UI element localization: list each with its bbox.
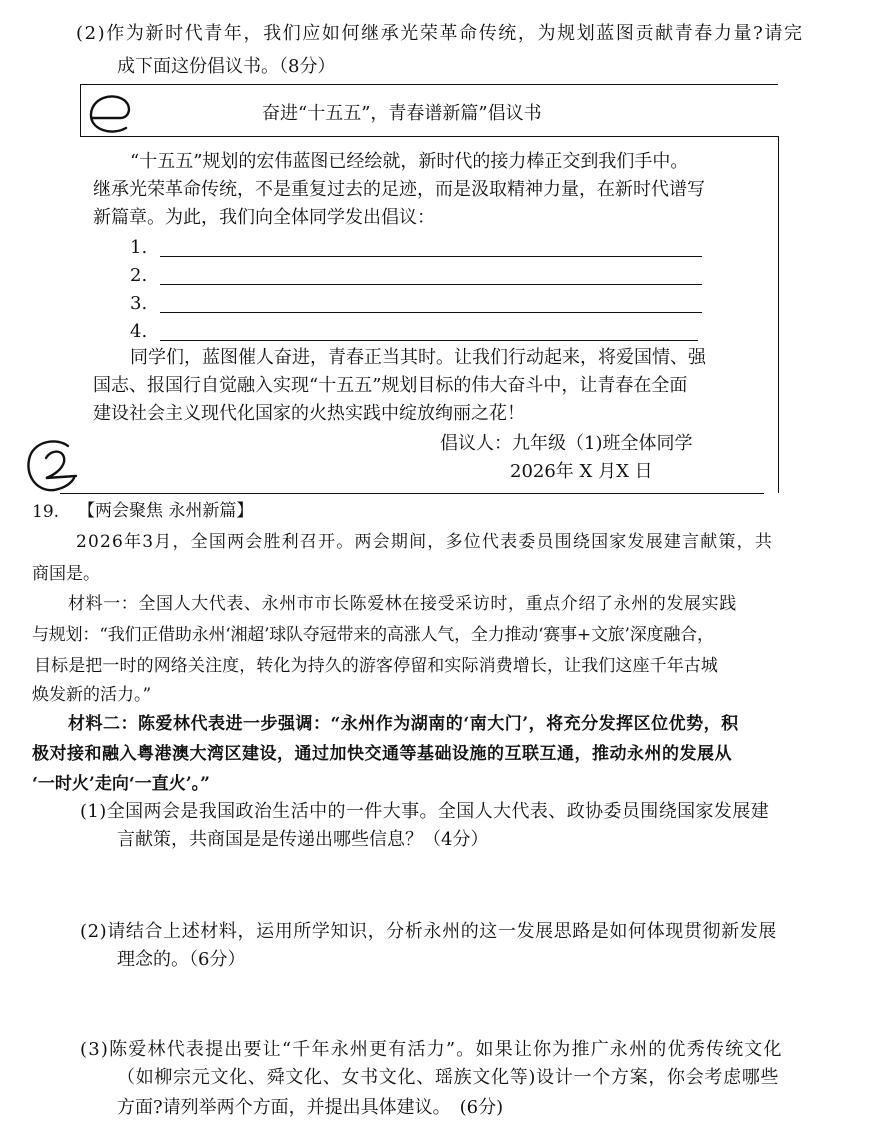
- proposal-item-number: 4.: [130, 321, 148, 342]
- proposal-item-number: 1.: [130, 237, 148, 258]
- scribble-two-icon: [18, 436, 82, 498]
- q19-number: 19.: [32, 502, 60, 522]
- material2-line1: 材料二：陈爱林代表进一步强调：“永州作为湖南的‘南大门’，将充分发挥区位优势，积: [68, 714, 739, 734]
- proposal-intro-line1: “十五五”规划的宏伟蓝图已经绘就，新时代的接力棒正交到我们手中。: [130, 151, 689, 172]
- proposal-item-number: 2.: [130, 265, 148, 286]
- sub3-line1: (3)陈爱林代表提出要让“千年永州更有活力”。如果让你为推广永州的优秀传统文化: [80, 1039, 783, 1060]
- scribble-circle-icon: [82, 88, 142, 138]
- material2-line2: 极对接和融入粤港澳大湾区建设，通过加快交通等基础设施的互联互通，推动永州的发展从: [32, 744, 732, 764]
- proposal-title-underline: [80, 136, 778, 137]
- proposal-signer: 倡议人：九年级（1)班全体同学: [440, 433, 693, 454]
- proposal-title: 奋进“十五五”，青春谱新篇”倡议书: [262, 103, 542, 124]
- sub2-line2: 理念的。（6分）: [117, 949, 246, 970]
- material2-line3: ‘一时火’走向‘一直火’。”: [32, 774, 210, 794]
- sub2-line1: (2)请结合上述材料，运用所学知识，分析永州的这一发展思路是如何体现贯彻新发展: [80, 921, 777, 942]
- proposal-item-blank[interactable]: [160, 340, 698, 341]
- material1-line1: 材料一：全国人大代表、永州市市长陈爱林在接受采访时，重点介绍了永州的发展实践: [68, 594, 737, 614]
- q19-intro-line1: 2026年3月，全国两会胜利召开。两会期间，多位代表委员围绕国家发展建言献策，共: [76, 532, 774, 552]
- material1-line4: 焕发新的活力。”: [32, 685, 152, 705]
- proposal-bottom-rule: [60, 493, 764, 494]
- proposal-item-blank[interactable]: [160, 256, 702, 257]
- material1-line2: 与规划：“我们正借助永州‘湘超’球队夺冠带来的高涨人气，全力推动‘赛事+文旅’深度融合，: [32, 625, 714, 645]
- proposal-closing-line2: 国志、报国行自觉融入实现“十五五”规划目标的伟大奋斗中，让青春在全面: [93, 375, 688, 396]
- material1-line3: 目标是把一时的网络关注度，转化为持久的游客停留和实际消费增长，让我们这座千年古城: [34, 656, 718, 676]
- proposal-item-blank[interactable]: [160, 312, 702, 313]
- q19-intro-line2: 商国是。: [32, 564, 100, 584]
- proposal-left-rule-top: [80, 84, 81, 136]
- q18-part2-line1: (2)作为新时代青年，我们应如何继承光荣革命传统，为规划蓝图贡献青春力量?请完: [76, 23, 804, 44]
- sub1-line1: (1)全国两会是我国政治生活中的一件大事。全国人大代表、政协委员围绕国家发展建: [80, 801, 770, 822]
- proposal-right-rule: [778, 136, 779, 493]
- q19-heading: 【两会聚焦 永州新篇】: [78, 501, 254, 521]
- proposal-closing-line1: 同学们，蓝图催人奋进，青春正当其时。让我们行动起来，将爱国情、强: [130, 347, 706, 368]
- proposal-date: 2026年 X 月X 日: [510, 461, 653, 482]
- proposal-top-rule: [80, 84, 778, 85]
- proposal-item-blank[interactable]: [160, 284, 702, 285]
- proposal-intro-line3: 新篇章。为此，我们向全体同学发出倡议：: [93, 207, 435, 228]
- proposal-item-number: 3.: [130, 293, 148, 314]
- sub1-line2: 言献策，共商国是是传递出哪些信息？（4分）: [117, 829, 489, 850]
- q18-part2-line2: 成下面这份倡议书。（8分）: [117, 56, 336, 77]
- sub3-line2: （如柳宗元文化、舜文化、女书文化、瑶族文化等)设计一个方案，你会考虑哪些: [117, 1067, 780, 1088]
- proposal-closing-line3: 建设社会主义现代化国家的火热实践中绽放绚丽之花！: [93, 403, 525, 424]
- proposal-intro-line2: 继承光荣革命传统，不是重复过去的足迹，而是汲取精神力量，在新时代谱写: [93, 179, 705, 200]
- sub3-line3: 方面?请列举两个方面，并提出具体建议。 (6分): [117, 1097, 504, 1118]
